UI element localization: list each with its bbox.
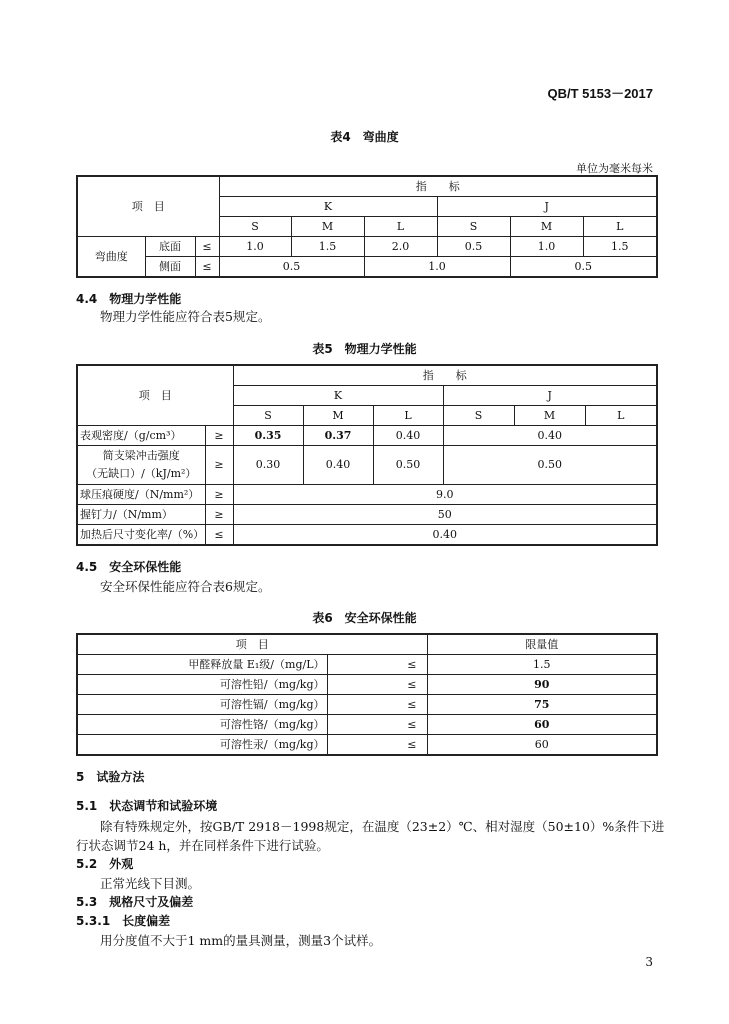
table6-row-value: 60 <box>427 735 657 756</box>
section-4-4-text: 物理力学性能应符合表5规定。 <box>100 309 271 324</box>
table4-side-value: 0.5 <box>219 257 364 278</box>
table6-row-value: 75 <box>427 695 657 715</box>
table6-caption: 表6 安全环保性能 <box>312 611 417 625</box>
section-5-2-text: 正常光线下目测。 <box>100 876 201 891</box>
table5-size: M <box>303 406 373 426</box>
table4-row-label: 弯曲度 <box>77 237 145 278</box>
section-5-3-1-text: 用分度值不大于1 mm的量具测量，测量3个试样。 <box>100 933 382 948</box>
table5-density-k: 0.35 <box>233 426 303 446</box>
table5-impact-label <box>77 446 205 485</box>
table6-row-op: ≤ <box>327 655 427 675</box>
table5-hardness-value: 9.0 <box>233 485 657 505</box>
table5-density-k: 0.40 <box>373 426 443 446</box>
table4-size: M <box>510 217 583 237</box>
table5-size: S <box>443 406 514 426</box>
table5-impact-op: ≥ <box>205 446 233 485</box>
table5-size: L <box>373 406 443 426</box>
table6-row-op: ≤ <box>327 735 427 756</box>
table4-bottom-label: 底面 <box>145 237 195 257</box>
section-5-1-heading: 5.1 状态调节和试验环境 <box>76 799 218 813</box>
table5-impact-k: 0.40 <box>303 446 373 485</box>
table4-bottom-value: 1.0 <box>219 237 291 257</box>
table4-bottom-value: 2.0 <box>364 237 437 257</box>
table4-side-label: 侧面 <box>145 257 195 278</box>
table4-size: L <box>364 217 437 237</box>
table5-size: L <box>585 406 657 426</box>
table5-density-j: 0.40 <box>443 426 657 446</box>
table5-dimchange-value: 0.40 <box>233 525 657 546</box>
section-5-3-heading: 5.3 规格尺寸及偏差 <box>76 895 194 909</box>
section-4-5-text: 安全环保性能应符合表6规定。 <box>100 579 271 594</box>
table6-row-value: 60 <box>427 715 657 735</box>
table5 <box>76 364 658 546</box>
section-5-1-line1: 除有特殊规定外，按GB/T 2918－1998规定，在温度（23±2）℃、相对湿度（50±10）%条件下进 <box>100 819 665 834</box>
table4-group-k: K <box>219 197 437 217</box>
table4-bottom-value: 1.5 <box>583 237 657 257</box>
table5-hardness-label: 球压痕硬度/（N/mm²） <box>77 485 205 505</box>
table5-impact-k: 0.30 <box>233 446 303 485</box>
table4-size: S <box>219 217 291 237</box>
table4-item-header: 项 目 <box>77 176 219 237</box>
table6-row-label: 甲醛释放量 E₁级/（mg/L） <box>77 655 327 675</box>
table6-row-op: ≤ <box>327 715 427 735</box>
table5-nail-op: ≥ <box>205 505 233 525</box>
table5-index-header: 指 标 <box>233 365 657 386</box>
table4-side-value: 0.5 <box>510 257 657 278</box>
table5-impact-label-line2: （无缺口）/（kJ/m²） <box>86 467 197 480</box>
table5-impact-k: 0.50 <box>373 446 443 485</box>
table5-item-header: 项 目 <box>77 365 233 426</box>
table6-limit-header: 限量值 <box>427 634 657 655</box>
section-4-5-heading: 4.5 安全环保性能 <box>76 560 182 574</box>
table4-size: S <box>437 217 510 237</box>
table4-size: M <box>291 217 364 237</box>
table5-dimchange-label: 加热后尺寸变化率/（%） <box>77 525 205 546</box>
table6-row-label: 可溶性铬/（mg/kg） <box>77 715 327 735</box>
table5-caption: 表5 物理力学性能 <box>312 342 417 356</box>
table4-index-header: 指 标 <box>219 176 657 197</box>
standard-number: QB/T 5153－2017 <box>547 86 653 101</box>
page-number: 3 <box>645 955 653 969</box>
table5-nail-label: 握钉力/（N/mm） <box>77 505 205 525</box>
section-5-1-line2: 行状态调节24 h，并在同样条件下进行试验。 <box>76 838 329 853</box>
section-5-3-1-heading: 5.3.1 长度偏差 <box>76 914 171 928</box>
section-5-2-heading: 5.2 外观 <box>76 857 134 871</box>
table4-unit: 单位为毫米每米 <box>576 162 653 175</box>
table6-row-value: 90 <box>427 675 657 695</box>
table4-caption: 表4 弯曲度 <box>330 130 399 144</box>
table4-bottom-value: 1.0 <box>510 237 583 257</box>
table4-side-op: ≤ <box>195 257 219 278</box>
table6-row-op: ≤ <box>327 675 427 695</box>
table6-row-label: 可溶性汞/（mg/kg） <box>77 735 327 756</box>
table5-density-label: 表观密度/（g/cm³） <box>77 426 205 446</box>
section-5-heading: 5 试验方法 <box>76 770 145 784</box>
table5-density-op: ≥ <box>205 426 233 446</box>
table4 <box>76 175 658 278</box>
table6 <box>76 633 658 756</box>
table4-group-j: J <box>437 197 657 217</box>
table5-size: M <box>514 406 585 426</box>
table4-bottom-op: ≤ <box>195 237 219 257</box>
table4-bottom-value: 0.5 <box>437 237 510 257</box>
table4-side-value: 1.0 <box>364 257 510 278</box>
table5-group-k: K <box>233 386 443 406</box>
table6-row-value: 1.5 <box>427 655 657 675</box>
table6-row-label: 可溶性镉/（mg/kg） <box>77 695 327 715</box>
table6-row-label: 可溶性铅/（mg/kg） <box>77 675 327 695</box>
table6-item-header: 项 目 <box>77 634 427 655</box>
table4-size: L <box>583 217 657 237</box>
table5-hardness-op: ≥ <box>205 485 233 505</box>
section-4-4-heading: 4.4 物理力学性能 <box>76 292 182 306</box>
table5-nail-value: 50 <box>233 505 657 525</box>
table5-impact-j: 0.50 <box>443 446 657 485</box>
table5-group-j: J <box>443 386 657 406</box>
table6-row-op: ≤ <box>327 695 427 715</box>
table5-impact-label-line1: 简支梁冲击强度 <box>102 449 180 462</box>
table5-density-k: 0.37 <box>303 426 373 446</box>
table5-size: S <box>233 406 303 426</box>
table4-bottom-value: 1.5 <box>291 237 364 257</box>
table5-dimchange-op: ≤ <box>205 525 233 546</box>
